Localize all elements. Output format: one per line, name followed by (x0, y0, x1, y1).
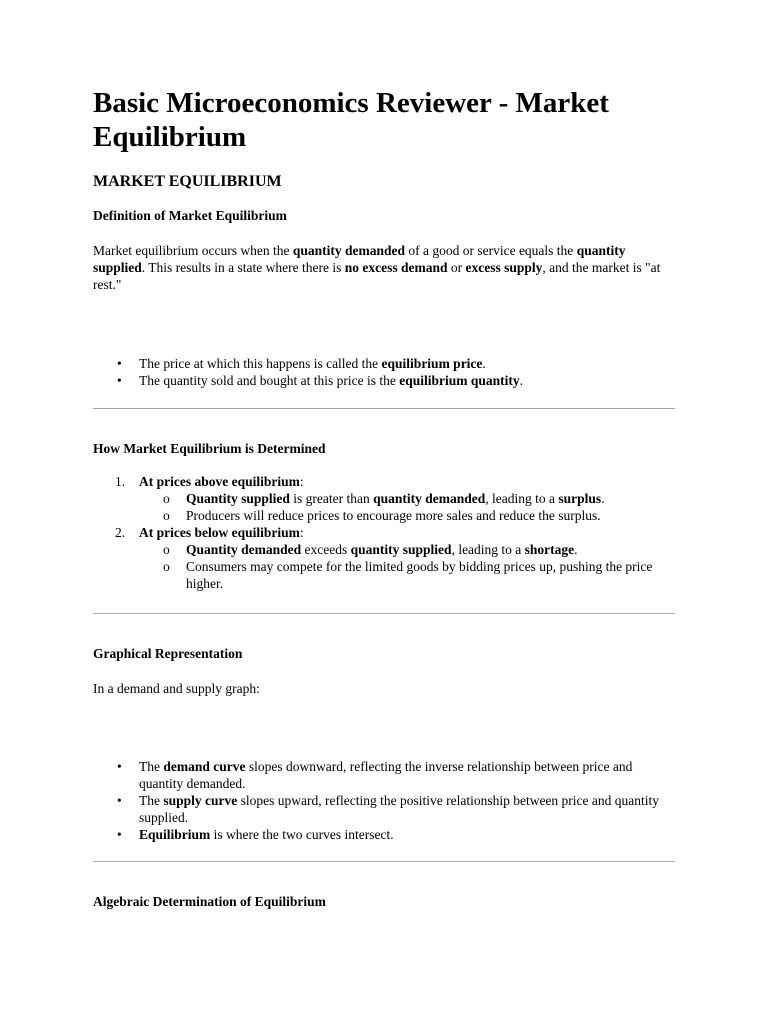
divider (93, 613, 675, 614)
page-title: Basic Microeconomics Reviewer - Market Equilibrium (93, 87, 609, 153)
determination-steps-list (93, 473, 675, 592)
list-item: • The demand curve slopes downward, reflecting the inverse relationship between price and quantity demanded. (93, 758, 675, 792)
divider (93, 408, 675, 409)
list-item: 1. At prices above equilibrium: o Quantity supplied is greater than quantity demanded, leading to a surplus. o Producers will reduce prices to encourage more sales and reduce the surplus. (93, 473, 675, 524)
list-item: • Equilibrium is where the two curves intersect. (93, 826, 675, 843)
graphical-intro: In a demand and supply graph: (93, 681, 260, 696)
sub-list (139, 541, 675, 592)
definition-paragraph: Market equilibrium occurs when the quantity demanded of a good or service equals the quantity supplied. This results in a state where there is no excess demand or excess supply, and the market is "at rest." (93, 243, 661, 292)
divider (93, 861, 675, 862)
sub-list (139, 490, 675, 524)
list-item: • The price at which this happens is called the equilibrium price. (93, 355, 675, 372)
sub-list-item: o Producers will reduce prices to encourage more sales and reduce the surplus. (163, 508, 601, 523)
sub-list-item: o Quantity supplied is greater than quantity demanded, leading to a surplus. (163, 491, 605, 506)
graphical-heading: Graphical Representation (93, 646, 243, 661)
list-item: • The quantity sold and bought at this price is the equilibrium quantity. (93, 372, 675, 389)
list-item: 2. At prices below equilibrium: o Quantity demanded exceeds quantity supplied, leading to a shortage. o Consumers may compete for the limited goods by bidding prices up, pushing the price higher. (93, 524, 675, 592)
algebraic-heading: Algebraic Determination of Equilibrium (93, 894, 326, 909)
definition-heading: Definition of Market Equilibrium (93, 208, 287, 223)
graph-bullet-list (93, 758, 675, 843)
equilibrium-bullet-list (93, 355, 675, 389)
sub-list-item: o Quantity demanded exceeds quantity supplied, leading to a shortage. (163, 542, 578, 557)
sub-list-item: o Consumers may compete for the limited goods by bidding prices up, pushing the price higher. (163, 559, 653, 591)
determined-heading: How Market Equilibrium is Determined (93, 441, 326, 456)
section-heading: MARKET EQUILIBRIUM (93, 173, 282, 190)
list-item: • The supply curve slopes upward, reflecting the positive relationship between price and quantity supplied. (93, 792, 675, 826)
